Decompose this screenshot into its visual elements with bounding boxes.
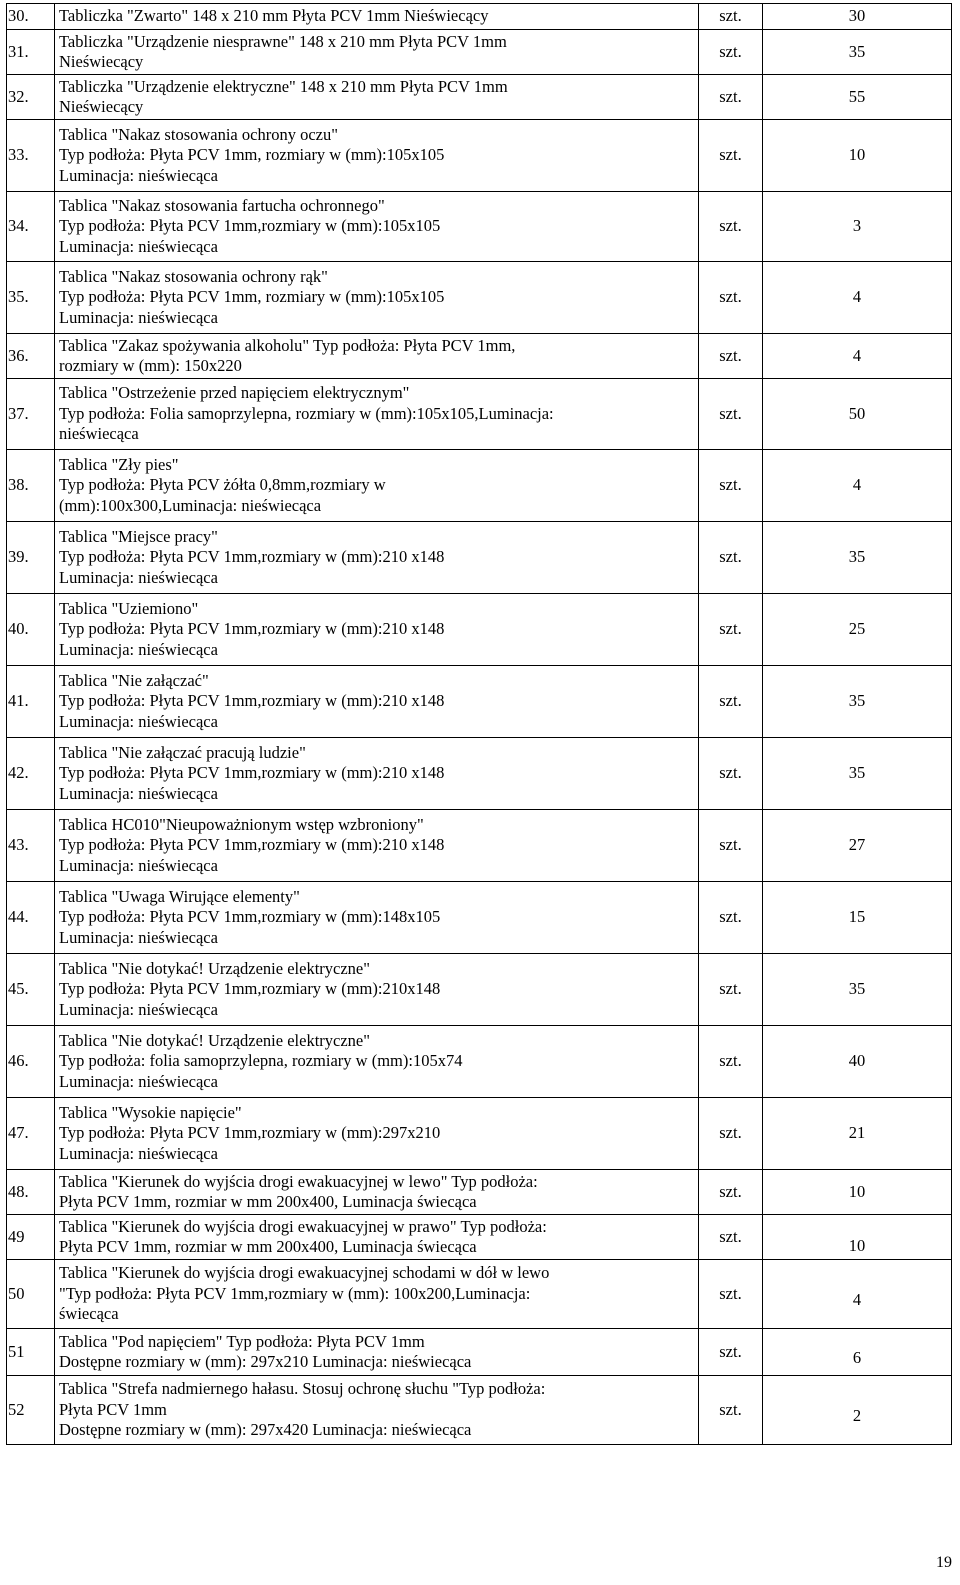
item-description: [55, 192, 699, 262]
item-quantity: 4: [763, 450, 952, 522]
item-description: [55, 738, 699, 810]
description-line: Tablica "Uwaga Wirujące elementy": [59, 886, 300, 906]
table-row: [7, 1170, 952, 1215]
item-number: 51: [7, 1329, 55, 1376]
item-unit: szt.: [699, 522, 763, 594]
item-number: 42.: [7, 738, 55, 810]
item-quantity: 4: [763, 262, 952, 334]
item-unit: szt.: [699, 1026, 763, 1098]
description-line: Typ podłoża: Płyta PCV 1mm,rozmiary w (mm):210 x148: [59, 763, 445, 783]
description-line: Tablica "Kierunek do wyjścia drogi ewakuacyjnej w lewo" Typ podłoża:: [59, 1171, 538, 1191]
description-line: Tablica "Wysokie napięcie": [59, 1102, 242, 1122]
description-line: Typ podłoża: Płyta PCV 1mm, rozmiary w (mm):105x105: [59, 145, 445, 165]
item-quantity: 15: [763, 882, 952, 954]
description-line: Typ podłoża: Płyta PCV żółta 0,8mm,rozmiary w: [59, 475, 386, 495]
table-row: [7, 192, 952, 262]
item-unit: szt.: [699, 1329, 763, 1376]
table-row: [7, 1215, 952, 1260]
description-line: Tablica "Nie dotykać! Urządzenie elektryczne": [59, 958, 370, 978]
description-line: Nieświecący: [59, 97, 144, 116]
item-number: 47.: [7, 1098, 55, 1170]
description-line: Luminacja: nieświecąca: [59, 855, 218, 875]
item-quantity: 30: [763, 4, 952, 30]
description-line: Luminacja: nieświecąca: [59, 711, 218, 731]
item-description: [55, 954, 699, 1026]
item-quantity: 35: [763, 30, 952, 75]
description-line: Typ podłoża: Płyta PCV 1mm,rozmiary w (mm):210 x148: [59, 835, 445, 855]
item-number: 37.: [7, 379, 55, 450]
table-row: [7, 954, 952, 1026]
item-unit: szt.: [699, 882, 763, 954]
item-unit: szt.: [699, 30, 763, 75]
item-unit: szt.: [699, 1170, 763, 1215]
item-quantity: 25: [763, 594, 952, 666]
item-quantity: 35: [763, 954, 952, 1026]
description-line: Dostępne rozmiary w (mm): 297x420 Luminacja: nieświecąca: [59, 1420, 472, 1440]
description-line: Tablica "Kierunek do wyjścia drogi ewakuacyjnej schodami w dół w lewo: [59, 1263, 550, 1283]
description-line: Tablica "Ostrzeżenie przed napięciem elektrycznym": [59, 383, 410, 403]
item-description: [55, 1170, 699, 1215]
description-line: Luminacja: nieświecąca: [59, 999, 218, 1019]
description-line: Płyta PCV 1mm: [59, 1399, 167, 1419]
table-row: [7, 1098, 952, 1170]
description-line: Typ podłoża: Folia samoprzylepna, rozmiary w (mm):105x105,Luminacja:: [59, 403, 554, 423]
item-quantity: 27: [763, 810, 952, 882]
description-line: Tablica "Uziemiono": [59, 598, 199, 618]
item-number: 41.: [7, 666, 55, 738]
item-number: 34.: [7, 192, 55, 262]
item-number: 39.: [7, 522, 55, 594]
description-line: Płyta PCV 1mm, rozmiar w mm 200x400, Luminacja świecąca: [59, 1237, 477, 1256]
description-line: Tablica HC010"Nieupoważnionym wstęp wzbroniony": [59, 814, 424, 834]
item-description: [55, 1376, 699, 1445]
description-line: Luminacja: nieświecąca: [59, 307, 218, 327]
description-line: Typ podłoża: Płyta PCV 1mm,rozmiary w (mm):210 x148: [59, 547, 445, 567]
description-line: Luminacja: nieświecąca: [59, 567, 218, 587]
item-number: 46.: [7, 1026, 55, 1098]
item-description: [55, 379, 699, 450]
table-row: [7, 334, 952, 379]
item-description: [55, 522, 699, 594]
item-quantity: 10: [763, 1170, 952, 1215]
item-quantity: 10: [763, 1215, 952, 1260]
description-line: (mm):100x300,Luminacja: nieświecąca: [59, 495, 322, 515]
description-line: Typ podłoża: Płyta PCV 1mm,rozmiary w (mm):210x148: [59, 979, 441, 999]
description-line: Tabliczka "Urządzenie niesprawne" 148 x 210 mm Płyta PCV 1mm: [59, 31, 507, 51]
item-number: 48.: [7, 1170, 55, 1215]
item-quantity: 55: [763, 75, 952, 120]
table-row: [7, 810, 952, 882]
description-line: Typ podłoża: Płyta PCV 1mm,rozmiary w (mm):148x105: [59, 907, 441, 927]
description-line: Tablica "Nie załączać": [59, 670, 209, 690]
item-quantity: 10: [763, 120, 952, 192]
item-quantity: 35: [763, 666, 952, 738]
description-line: Luminacja: nieświecąca: [59, 1071, 218, 1091]
item-description: [55, 1260, 699, 1329]
page-number: 19: [936, 1554, 952, 1571]
item-quantity: 35: [763, 522, 952, 594]
item-description: [55, 334, 699, 379]
table-row: [7, 262, 952, 334]
table-row: [7, 666, 952, 738]
item-description: [55, 75, 699, 120]
description-line: Tablica "Nakaz stosowania ochrony rąk": [59, 266, 328, 286]
item-unit: szt.: [699, 4, 763, 30]
table-row: [7, 120, 952, 192]
description-line: Tabliczka "Urządzenie elektryczne" 148 x 210 mm Płyta PCV 1mm: [59, 76, 508, 96]
description-line: Luminacja: nieświecąca: [59, 1143, 218, 1163]
item-unit: szt.: [699, 334, 763, 379]
item-quantity: 4: [763, 1260, 952, 1329]
item-unit: szt.: [699, 262, 763, 334]
item-number: 44.: [7, 882, 55, 954]
table-row: [7, 4, 952, 30]
description-line: Tablica "Pod napięciem" Typ podłoża: Płyta PCV 1mm: [59, 1331, 425, 1351]
item-quantity: 6: [763, 1329, 952, 1376]
item-unit: szt.: [699, 1098, 763, 1170]
description-line: Tablica "Miejsce pracy": [59, 526, 218, 546]
item-description: [55, 4, 699, 30]
item-unit: szt.: [699, 1260, 763, 1329]
table-row: [7, 1329, 952, 1376]
item-quantity: 50: [763, 379, 952, 450]
description-line: Tablica "Kierunek do wyjścia drogi ewakuacyjnej w prawo" Typ podłoża:: [59, 1216, 547, 1236]
description-line: Tablica "Zakaz spożywania alkoholu" Typ podłoża: Płyta PCV 1mm,: [59, 335, 516, 355]
item-description: [55, 1329, 699, 1376]
table-row: [7, 379, 952, 450]
item-unit: szt.: [699, 594, 763, 666]
item-description: [55, 262, 699, 334]
items-table-body: [7, 4, 952, 1445]
table-row: [7, 1376, 952, 1445]
item-unit: szt.: [699, 120, 763, 192]
item-unit: szt.: [699, 810, 763, 882]
table-row: [7, 594, 952, 666]
description-line: Typ podłoża: Płyta PCV 1mm,rozmiary w (mm):210 x148: [59, 619, 445, 639]
item-number: 50: [7, 1260, 55, 1329]
table-row: [7, 882, 952, 954]
description-line: świecąca: [59, 1304, 119, 1324]
description-line: Tablica "Strefa nadmiernego hałasu. Stosuj ochronę słuchu "Typ podłoża:: [59, 1379, 546, 1399]
item-number: 31.: [7, 30, 55, 75]
description-line: Tablica "Zły pies": [59, 454, 179, 474]
description-line: rozmiary w (mm): 150x220: [59, 356, 242, 375]
item-number: 36.: [7, 334, 55, 379]
table-row: [7, 30, 952, 75]
description-line: Dostępne rozmiary w (mm): 297x210 Luminacja: nieświecąca: [59, 1352, 472, 1371]
item-description: [55, 594, 699, 666]
description-line: Typ podłoża: Płyta PCV 1mm,rozmiary w (mm):297x210: [59, 1123, 441, 1143]
description-line: Luminacja: nieświecąca: [59, 927, 218, 947]
item-quantity: 21: [763, 1098, 952, 1170]
item-quantity: 35: [763, 738, 952, 810]
item-number: 43.: [7, 810, 55, 882]
description-line: Luminacja: nieświecąca: [59, 639, 218, 659]
item-unit: szt.: [699, 666, 763, 738]
item-description: [55, 30, 699, 75]
description-line: Typ podłoża: Płyta PCV 1mm, rozmiary w (mm):105x105: [59, 287, 445, 307]
item-number: 32.: [7, 75, 55, 120]
item-quantity: 4: [763, 334, 952, 379]
description-line: Luminacja: nieświecąca: [59, 783, 218, 803]
description-line: "Typ podłoża: Płyta PCV 1mm,rozmiary w (mm): 100x200,Luminacja:: [59, 1283, 531, 1303]
item-description: [55, 1215, 699, 1260]
item-number: 33.: [7, 120, 55, 192]
table-row: [7, 450, 952, 522]
description-line: Tablica "Nakaz stosowania ochrony oczu": [59, 124, 338, 144]
description-line: Typ podłoża: folia samoprzylepna, rozmiary w (mm):105x74: [59, 1051, 463, 1071]
table-row: [7, 522, 952, 594]
item-description: [55, 810, 699, 882]
item-unit: szt.: [699, 75, 763, 120]
description-line: Typ podłoża: Płyta PCV 1mm,rozmiary w (mm):210 x148: [59, 691, 445, 711]
description-line: Płyta PCV 1mm, rozmiar w mm 200x400, Luminacja świecąca: [59, 1192, 477, 1211]
item-quantity: 40: [763, 1026, 952, 1098]
description-line: Tablica "Nie dotykać! Urządzenie elektryczne": [59, 1030, 370, 1050]
table-row: [7, 738, 952, 810]
item-description: [55, 1098, 699, 1170]
table-row: [7, 1260, 952, 1329]
item-unit: szt.: [699, 379, 763, 450]
item-description: [55, 1026, 699, 1098]
item-quantity: 2: [763, 1376, 952, 1445]
table-row: [7, 1026, 952, 1098]
description-line: nieświecąca: [59, 424, 139, 444]
item-unit: szt.: [699, 1376, 763, 1445]
item-number: 52: [7, 1376, 55, 1445]
item-unit: szt.: [699, 192, 763, 262]
item-number: 35.: [7, 262, 55, 334]
item-unit: szt.: [699, 450, 763, 522]
item-description: [55, 120, 699, 192]
description-line: Nieświecący: [59, 52, 144, 71]
description-line: Typ podłoża: Płyta PCV 1mm,rozmiary w (mm):105x105: [59, 216, 441, 236]
item-unit: szt.: [699, 738, 763, 810]
item-unit: szt.: [699, 954, 763, 1026]
table-row: [7, 75, 952, 120]
description-line: Tabliczka "Zwarto" 148 x 210 mm Płyta PCV 1mm Nieświecący: [59, 6, 489, 26]
items-table: [6, 3, 952, 1445]
item-number: 38.: [7, 450, 55, 522]
description-line: Luminacja: nieświecąca: [59, 236, 218, 256]
item-quantity: 3: [763, 192, 952, 262]
item-number: 30.: [7, 4, 55, 30]
description-line: Tablica "Nakaz stosowania fartucha ochronnego": [59, 195, 385, 215]
item-number: 49: [7, 1215, 55, 1260]
item-description: [55, 666, 699, 738]
item-number: 40.: [7, 594, 55, 666]
description-line: Luminacja: nieświecąca: [59, 165, 218, 185]
item-description: [55, 450, 699, 522]
item-unit: szt.: [699, 1215, 763, 1260]
description-line: Tablica "Nie załączać pracują ludzie": [59, 742, 306, 762]
item-number: 45.: [7, 954, 55, 1026]
item-description: [55, 882, 699, 954]
